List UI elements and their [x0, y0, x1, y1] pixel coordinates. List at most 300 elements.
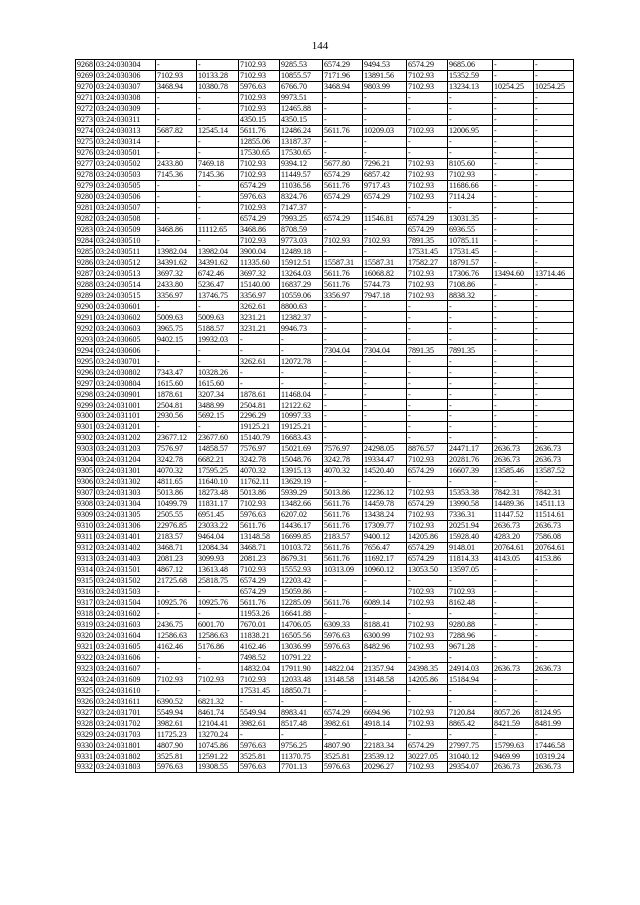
table-cell: 15353.38 — [448, 487, 493, 498]
table-cell: - — [534, 476, 574, 487]
table-cell: 9469.99 — [493, 751, 534, 762]
table-cell: 2636.73 — [534, 663, 574, 674]
table-cell: - — [534, 136, 574, 147]
table-cell: - — [534, 729, 574, 740]
table-cell: 03:24:030513 — [95, 268, 156, 279]
table-cell: 9297 — [77, 378, 93, 388]
table-cell: - — [197, 663, 239, 674]
table-cell: 6682.21 — [197, 454, 239, 465]
table-cell: 5976.63 — [323, 630, 363, 641]
table-row — [76, 268, 574, 279]
table-cell: 17530.65 — [280, 147, 323, 158]
table-cell: 03:24:031301 — [95, 465, 156, 476]
table-cell: 8188.41 — [363, 619, 407, 630]
table-cell: - — [323, 411, 363, 422]
table-row — [76, 213, 574, 224]
table-cell: 5611.76 — [239, 125, 280, 136]
table-row — [76, 400, 574, 411]
table-cell: 13031.35 — [448, 213, 493, 224]
table-cell: 9671.28 — [448, 641, 493, 652]
table-cell: - — [493, 367, 534, 378]
table-cell: 7842.31 — [534, 487, 574, 498]
table-cell: - — [534, 235, 574, 246]
table-row — [76, 378, 574, 389]
table-cell: - — [493, 202, 534, 213]
table-cell: - — [407, 685, 448, 696]
table-cell: - — [323, 389, 363, 400]
table-cell: 7336.31 — [448, 509, 493, 520]
table-cell: 16837.29 — [280, 279, 323, 290]
table-cell: 9311 — [77, 532, 93, 542]
table-cell: - — [534, 608, 574, 619]
table-cell: - — [363, 400, 407, 411]
table-cell: 9328 — [77, 718, 93, 728]
table-cell: - — [407, 114, 448, 125]
table-row — [76, 257, 574, 268]
table-cell: - — [197, 191, 239, 202]
table-cell: 4283.20 — [493, 531, 534, 542]
table-cell: 9287 — [77, 268, 93, 278]
table-cell: 12545.14 — [197, 125, 239, 136]
table-cell: 15912.51 — [280, 257, 323, 268]
table-row — [76, 487, 574, 498]
table-cell: - — [363, 432, 407, 443]
table-cell: 21725.68 — [156, 575, 197, 586]
table-cell: - — [323, 476, 363, 487]
table-cell: 1615.60 — [197, 378, 239, 389]
table-cell: 9282 — [77, 214, 93, 224]
table-cell: 10925.76 — [197, 597, 239, 608]
table-cell: 7891.35 — [407, 235, 448, 246]
table-cell: - — [493, 608, 534, 619]
table-cell: 9464.04 — [197, 531, 239, 542]
table-cell: 8461.74 — [197, 707, 239, 718]
table-cell: - — [363, 476, 407, 487]
table-cell: 03:24:031501 — [95, 564, 156, 575]
table-cell: 7102.93 — [239, 158, 280, 169]
table-cell: 10328.26 — [197, 367, 239, 378]
table-cell: 03:24:031504 — [95, 597, 156, 608]
table-cell: 2636.73 — [534, 454, 574, 465]
table-cell: 03:24:031001 — [95, 400, 156, 411]
table-cell: 6574.29 — [239, 575, 280, 586]
table-row — [76, 432, 574, 443]
table-cell: 22976.85 — [156, 520, 197, 531]
table-cell: - — [448, 356, 493, 367]
table-cell: - — [493, 685, 534, 696]
table-cell: 3488.99 — [197, 400, 239, 411]
table-cell: - — [493, 630, 534, 641]
table-cell: 7102.93 — [407, 81, 448, 92]
table-cell: 12382.37 — [280, 312, 323, 323]
table-cell: - — [280, 334, 323, 345]
table-cell: 9323 — [77, 663, 93, 673]
table-cell: 20764.61 — [534, 542, 574, 553]
table-cell: 2636.73 — [493, 454, 534, 465]
table-cell: 10997.33 — [280, 411, 323, 422]
table-cell: 11814.33 — [448, 553, 493, 564]
table-cell: - — [239, 696, 280, 707]
table-cell: 11692.17 — [363, 553, 407, 564]
table-cell: 03:24:030510 — [95, 235, 156, 246]
table-cell: 9292 — [77, 323, 93, 333]
table-cell: 6574.29 — [323, 60, 363, 71]
table-row — [76, 191, 574, 202]
table-row — [76, 323, 574, 334]
table-cell: - — [534, 411, 574, 422]
table-cell: 5611.76 — [323, 268, 363, 279]
table-cell: - — [156, 180, 197, 191]
table-cell: 3697.32 — [239, 268, 280, 279]
table-cell: 4070.32 — [323, 465, 363, 476]
table-row — [76, 674, 574, 685]
table-cell: 03:24:031602 — [95, 608, 156, 619]
table-cell: 03:24:031604 — [95, 630, 156, 641]
table-cell: - — [156, 60, 197, 71]
table-cell: - — [534, 213, 574, 224]
table-cell: 03:24:030603 — [95, 323, 156, 334]
table-cell: - — [534, 641, 574, 652]
table-cell: 7343.47 — [156, 367, 197, 378]
table-cell: - — [493, 575, 534, 586]
table-cell: 03:24:031202 — [95, 432, 156, 443]
table-cell: 5236.47 — [197, 279, 239, 290]
table-cell: 03:24:031606 — [95, 652, 156, 663]
table-cell: 9316 — [77, 586, 93, 596]
table-cell: - — [407, 147, 448, 158]
table-cell: 9314 — [77, 565, 93, 575]
table-cell: 12033.48 — [280, 674, 323, 685]
page-number: 144 — [311, 40, 329, 52]
table-cell: 10785.11 — [448, 235, 493, 246]
table-cell: 3525.81 — [323, 751, 363, 762]
table-cell: - — [156, 356, 197, 367]
table-cell: 6309.33 — [323, 619, 363, 630]
table-cell: 7102.93 — [239, 235, 280, 246]
table-cell: 9329 — [77, 729, 93, 739]
table-cell: - — [323, 92, 363, 103]
table-cell: 7102.93 — [239, 202, 280, 213]
table-cell: - — [323, 696, 363, 707]
table-cell: 10209.03 — [363, 125, 407, 136]
table-cell: 2636.73 — [493, 520, 534, 531]
table-cell: - — [363, 246, 407, 257]
table-cell: 6857.42 — [363, 169, 407, 180]
table-cell: 7993.25 — [280, 213, 323, 224]
table-cell: 34391.62 — [156, 257, 197, 268]
table-cell: - — [197, 608, 239, 619]
table-cell: - — [534, 169, 574, 180]
table-cell: 3231.21 — [239, 323, 280, 334]
table-row — [76, 202, 574, 213]
table-cell: 9299 — [77, 400, 93, 410]
table-cell: 7102.93 — [407, 641, 448, 652]
table-cell: - — [280, 345, 323, 356]
table-cell: 9309 — [77, 510, 93, 520]
table-cell: - — [448, 575, 493, 586]
table-cell: 03:24:030511 — [95, 246, 156, 257]
table-cell: 03:24:031306 — [95, 520, 156, 531]
table-cell: 16607.39 — [448, 465, 493, 476]
table-cell: 13585.46 — [493, 465, 534, 476]
table-cell: - — [407, 696, 448, 707]
table-cell: - — [197, 180, 239, 191]
table-row — [76, 630, 574, 641]
table-cell: 03:24:030901 — [95, 389, 156, 400]
table-cell: 03:24:030507 — [95, 202, 156, 213]
table-cell: 7701.13 — [280, 762, 323, 773]
table-cell: 8057.26 — [493, 707, 534, 718]
table-cell: - — [493, 432, 534, 443]
table-cell: - — [323, 586, 363, 597]
table-cell: 03:24:030512 — [95, 257, 156, 268]
table-cell: 16505.56 — [280, 630, 323, 641]
table-cell: - — [407, 729, 448, 740]
table-cell: 8876.57 — [407, 443, 448, 454]
table-cell: 3207.34 — [197, 389, 239, 400]
table-cell: - — [156, 103, 197, 114]
table-cell: 6574.29 — [239, 213, 280, 224]
table-cell: 3231.21 — [239, 312, 280, 323]
table-cell: 5611.76 — [323, 279, 363, 290]
table-cell: - — [534, 246, 574, 257]
table-cell: 11370.75 — [280, 751, 323, 762]
table-cell: 9321 — [77, 641, 93, 651]
table-cell: - — [493, 92, 534, 103]
table-cell: - — [363, 224, 407, 235]
table-cell: 8838.32 — [448, 290, 493, 301]
table-cell: 4070.32 — [156, 465, 197, 476]
table-cell: - — [363, 685, 407, 696]
table-row — [76, 421, 574, 432]
table-cell: - — [197, 103, 239, 114]
table-cell: - — [493, 158, 534, 169]
table-cell: - — [323, 685, 363, 696]
table-cell: 25818.75 — [197, 575, 239, 586]
table-cell: 6574.29 — [407, 465, 448, 476]
table-cell: 9300 — [77, 411, 93, 421]
table-cell: - — [323, 575, 363, 586]
table-cell: 5744.73 — [363, 279, 407, 290]
table-cell: 2081.23 — [156, 553, 197, 564]
table-cell: 17306.76 — [448, 268, 493, 279]
table-cell: 7102.93 — [407, 180, 448, 191]
table-cell: - — [363, 356, 407, 367]
table-row — [76, 564, 574, 575]
table-cell: 12486.24 — [280, 125, 323, 136]
table-cell: 16699.85 — [280, 531, 323, 542]
table-cell: 12006.95 — [448, 125, 493, 136]
table-cell: 15140.79 — [239, 432, 280, 443]
table-cell: 4162.46 — [239, 641, 280, 652]
table-row — [76, 389, 574, 400]
table-cell: - — [197, 652, 239, 663]
table-cell: 17595.25 — [197, 465, 239, 476]
table-cell: 13148.58 — [363, 674, 407, 685]
table-cell: - — [534, 158, 574, 169]
table-row — [76, 367, 574, 378]
table-cell: 7586.08 — [534, 531, 574, 542]
table-cell: 9289 — [77, 290, 93, 300]
table-cell: 11686.66 — [448, 180, 493, 191]
table-cell: 2636.73 — [534, 443, 574, 454]
table-cell: 13891.56 — [363, 70, 407, 81]
table-cell: 9308 — [77, 499, 93, 509]
table-cell: - — [363, 367, 407, 378]
table-cell: 7145.36 — [156, 169, 197, 180]
table-row — [76, 180, 574, 191]
table-cell: - — [448, 476, 493, 487]
table-cell: - — [156, 136, 197, 147]
table-cell: - — [363, 729, 407, 740]
table-cell: 9274 — [77, 126, 93, 136]
table-cell: - — [493, 279, 534, 290]
table-cell: - — [534, 224, 574, 235]
table-cell: 03:24:030313 — [95, 125, 156, 136]
table-cell: 6574.29 — [323, 169, 363, 180]
table-cell: 4867.12 — [156, 564, 197, 575]
table-cell: 9327 — [77, 707, 93, 717]
table-cell: - — [407, 92, 448, 103]
table-cell: 7102.93 — [239, 674, 280, 685]
table-cell: - — [156, 92, 197, 103]
table-cell: 18791.57 — [448, 257, 493, 268]
table-cell: 13746.75 — [197, 290, 239, 301]
table-row — [76, 619, 574, 630]
table-cell: 12465.88 — [280, 103, 323, 114]
table-cell: 13629.19 — [280, 476, 323, 487]
table-cell: - — [448, 367, 493, 378]
table-cell: 5976.63 — [239, 191, 280, 202]
table-cell: 9318 — [77, 608, 93, 618]
table-cell: 03:24:030307 — [95, 81, 156, 92]
table-cell: 3242.78 — [323, 454, 363, 465]
table-cell: - — [493, 213, 534, 224]
table-cell: 6574.29 — [239, 586, 280, 597]
table-cell: 7102.93 — [407, 619, 448, 630]
table-cell: 03:24:031610 — [95, 685, 156, 696]
table-cell: - — [534, 652, 574, 663]
table-cell: 03:24:030502 — [95, 158, 156, 169]
table-cell: 7947.18 — [363, 290, 407, 301]
table-cell: 03:24:031611 — [95, 696, 156, 707]
table-cell: 9269 — [77, 71, 93, 81]
table-cell: 03:24:031303 — [95, 487, 156, 498]
table-row — [76, 762, 574, 773]
table-cell: - — [363, 323, 407, 334]
table-row — [76, 279, 574, 290]
table-cell: - — [448, 411, 493, 422]
table-cell: 5013.86 — [323, 487, 363, 498]
table-row — [76, 608, 574, 619]
table-cell: 9326 — [77, 696, 93, 706]
table-cell: 12591.22 — [197, 751, 239, 762]
table-cell: 8162.48 — [448, 597, 493, 608]
table-cell: - — [448, 202, 493, 213]
table-row — [76, 169, 574, 180]
table-cell: - — [493, 421, 534, 432]
table-cell: - — [407, 608, 448, 619]
table-cell: 6574.29 — [407, 498, 448, 509]
table-cell: 3262.61 — [239, 301, 280, 312]
table-cell: 9330 — [77, 740, 93, 750]
table-cell: 8421.59 — [493, 718, 534, 729]
table-cell: - — [156, 114, 197, 125]
table-cell: 03:24:030304 — [95, 60, 156, 71]
table-cell: - — [156, 301, 197, 312]
table-cell: 17446.58 — [534, 740, 574, 751]
table-cell: - — [534, 323, 574, 334]
table-cell: 9307 — [77, 488, 93, 498]
table-row — [76, 443, 574, 454]
table-cell: 03:24:031304 — [95, 498, 156, 509]
table-cell: 2505.55 — [156, 509, 197, 520]
table-cell: 24298.05 — [363, 443, 407, 454]
table-cell: - — [534, 345, 574, 356]
table-cell: 7102.93 — [407, 125, 448, 136]
table-cell: 6574.29 — [407, 213, 448, 224]
table-cell: - — [493, 125, 534, 136]
table-cell: 03:24:031703 — [95, 729, 156, 740]
table-cell: 13990.58 — [448, 498, 493, 509]
table-cell: 12236.12 — [363, 487, 407, 498]
table-cell: - — [363, 586, 407, 597]
table-cell: 6574.29 — [407, 60, 448, 71]
table-row — [76, 520, 574, 531]
table-cell: 7576.97 — [156, 443, 197, 454]
table-cell: 4811.65 — [156, 476, 197, 487]
table-cell: - — [323, 103, 363, 114]
table-cell: 6089.14 — [363, 597, 407, 608]
table-cell: - — [363, 389, 407, 400]
table-cell: 7147.37 — [280, 202, 323, 213]
table-cell: - — [534, 586, 574, 597]
table-cell: 03:24:031702 — [95, 718, 156, 729]
table-cell: 5611.76 — [239, 597, 280, 608]
table-cell: 14511.13 — [534, 498, 574, 509]
table-cell: 6300.99 — [363, 630, 407, 641]
table-cell: - — [363, 411, 407, 422]
table-row — [76, 125, 574, 136]
table-cell: 13597.05 — [448, 564, 493, 575]
table-cell: 16068.82 — [363, 268, 407, 279]
table-cell: - — [534, 432, 574, 443]
table-cell: - — [407, 334, 448, 345]
table-cell: 23539.12 — [363, 751, 407, 762]
table-cell: 7102.93 — [156, 674, 197, 685]
table-cell: - — [156, 235, 197, 246]
table-cell: 5009.63 — [197, 312, 239, 323]
table-cell: 03:24:031402 — [95, 542, 156, 553]
table-cell: 13714.46 — [534, 268, 574, 279]
table-cell: - — [493, 103, 534, 114]
table-cell: 2504.81 — [239, 400, 280, 411]
table-cell: 03:24:030505 — [95, 180, 156, 191]
table-cell: - — [493, 696, 534, 707]
table-cell: 12489.18 — [280, 246, 323, 257]
table-cell: 7576.97 — [323, 443, 363, 454]
table-cell: - — [363, 301, 407, 312]
table-cell: 6574.29 — [407, 224, 448, 235]
table-cell: - — [197, 136, 239, 147]
table-cell: 3982.61 — [239, 718, 280, 729]
table-cell: - — [197, 147, 239, 158]
table-cell: - — [197, 202, 239, 213]
table-cell: 9291 — [77, 312, 93, 322]
table-cell: 10745.86 — [197, 740, 239, 751]
table-cell: 7102.93 — [239, 92, 280, 103]
table-cell: 10499.79 — [156, 498, 197, 509]
